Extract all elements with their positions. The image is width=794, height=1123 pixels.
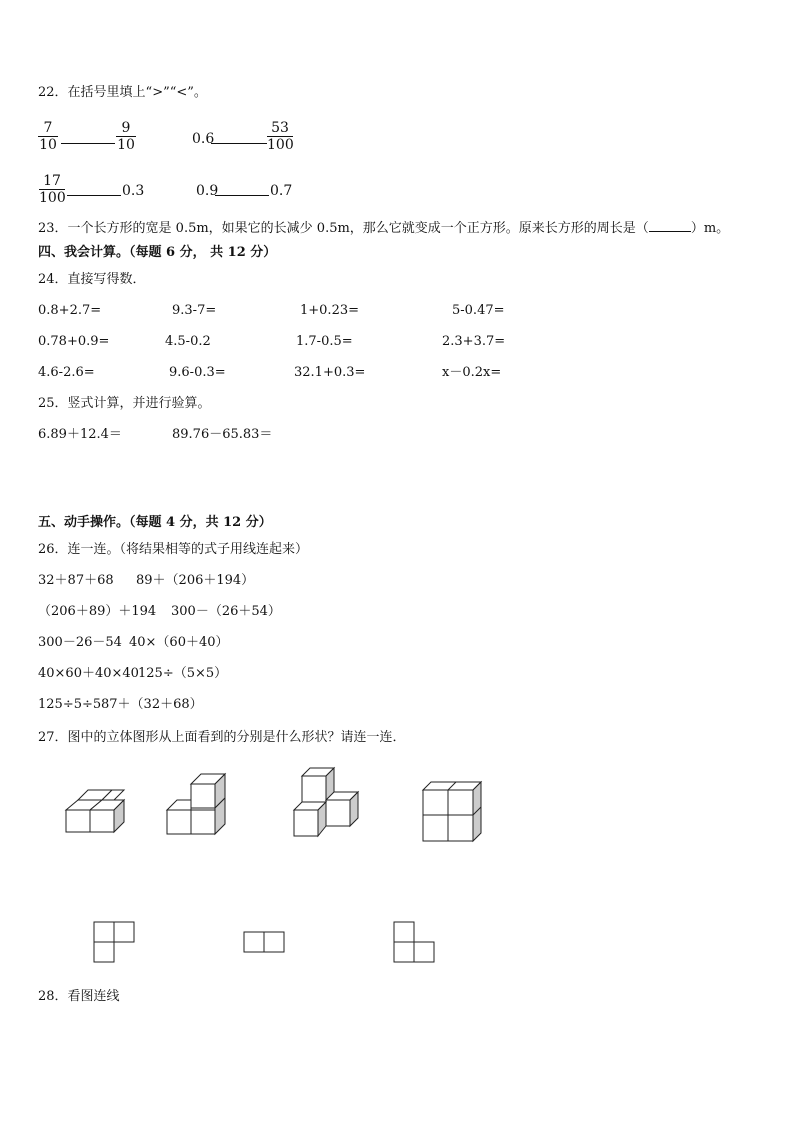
q26-title: 26．连一连。（将结果相等的式子用线连起来） xyxy=(38,542,309,557)
expression-right[interactable]: 125÷（5×5） xyxy=(138,666,228,681)
value-0-9: 0.9 xyxy=(196,183,219,199)
answer-blank[interactable] xyxy=(215,195,269,196)
q24-title: 24．直接写得数． xyxy=(38,272,146,287)
calc-item: 9.3-7= xyxy=(172,303,217,318)
q23-question xyxy=(38,221,729,235)
calc-item: 1.7-0.5= xyxy=(296,334,353,349)
vertical-calc-item: 6.89＋12.4＝ xyxy=(38,427,122,442)
expression-left[interactable]: 40×60＋40×40 xyxy=(38,666,139,681)
fraction-53-100: 53 100 xyxy=(267,120,294,153)
top-view-3[interactable] xyxy=(393,920,438,965)
calc-item: 0.78+0.9= xyxy=(38,334,110,349)
q25-title: 25．竖式计算，并进行验算。 xyxy=(38,396,211,411)
fraction-7-10: 7 10 xyxy=(39,120,57,153)
solid-figure-4[interactable] xyxy=(421,782,486,842)
answer-blank[interactable] xyxy=(61,143,115,144)
answer-blank[interactable] xyxy=(649,221,691,232)
answer-blank[interactable] xyxy=(211,143,267,144)
vertical-calc-item: 89.76－65.83＝ xyxy=(172,427,273,442)
calc-item: 2.3+3.7= xyxy=(442,334,506,349)
expression-right[interactable]: 89＋（206＋194） xyxy=(136,573,255,588)
q27-title: 27．图中的立体图形从上面看到的分别是什么形状？请连一连． xyxy=(38,730,406,745)
expression-left[interactable]: 125÷5÷5 xyxy=(38,697,102,712)
q23-text: 23．一个长方形的宽是 0.5m，如果它的长减少 0.5m，那么它就变成一个正方形。原来长方形的周长是（ xyxy=(38,221,649,236)
section-4-title: 四、我会计算。（每题 6 分， 共 12 分） xyxy=(38,245,277,260)
calc-item: 4.6-2.6= xyxy=(38,365,95,380)
expression-right[interactable]: 87＋（32＋68） xyxy=(101,697,203,712)
expression-left[interactable]: 32＋87＋68 xyxy=(38,573,114,588)
calc-item: 0.8+2.7= xyxy=(38,303,102,318)
value-0-6: 0.6 xyxy=(192,131,215,147)
calc-item: x－0.2x= xyxy=(442,365,502,380)
q23-unit: ）m。 xyxy=(690,221,730,236)
expression-right[interactable]: 40×（60＋40） xyxy=(129,635,229,650)
expression-right[interactable]: 300－（26＋54） xyxy=(171,604,281,619)
q22-title: 22．在括号里填上“>”“<”。 xyxy=(38,85,207,100)
value-0-7: 0.7 xyxy=(270,183,293,199)
top-view-2[interactable] xyxy=(243,930,288,955)
q28-title: 28．看图连线 xyxy=(38,989,120,1004)
solid-figure-3[interactable] xyxy=(292,768,367,840)
value-0-3: 0.3 xyxy=(122,183,145,199)
expression-left[interactable]: 300－26－54 xyxy=(38,635,122,650)
calc-item: 5-0.47= xyxy=(452,303,505,318)
answer-blank[interactable] xyxy=(67,195,121,196)
calc-item: 1+0.23= xyxy=(300,303,360,318)
solid-figure-1[interactable] xyxy=(64,790,134,835)
section-5-title: 五、动手操作。（每题 4 分，共 12 分） xyxy=(38,515,272,530)
top-view-1[interactable] xyxy=(93,920,138,965)
solid-figure-2[interactable] xyxy=(165,774,230,839)
calc-item: 9.6-0.3= xyxy=(169,365,226,380)
expression-left[interactable]: （206＋89）＋194 xyxy=(38,604,157,619)
calc-item: 4.5-0.2 xyxy=(165,334,211,349)
fraction-17-100: 17 100 xyxy=(39,173,66,206)
calc-item: 32.1+0.3= xyxy=(294,365,366,380)
fraction-9-10: 9 10 xyxy=(117,120,135,153)
